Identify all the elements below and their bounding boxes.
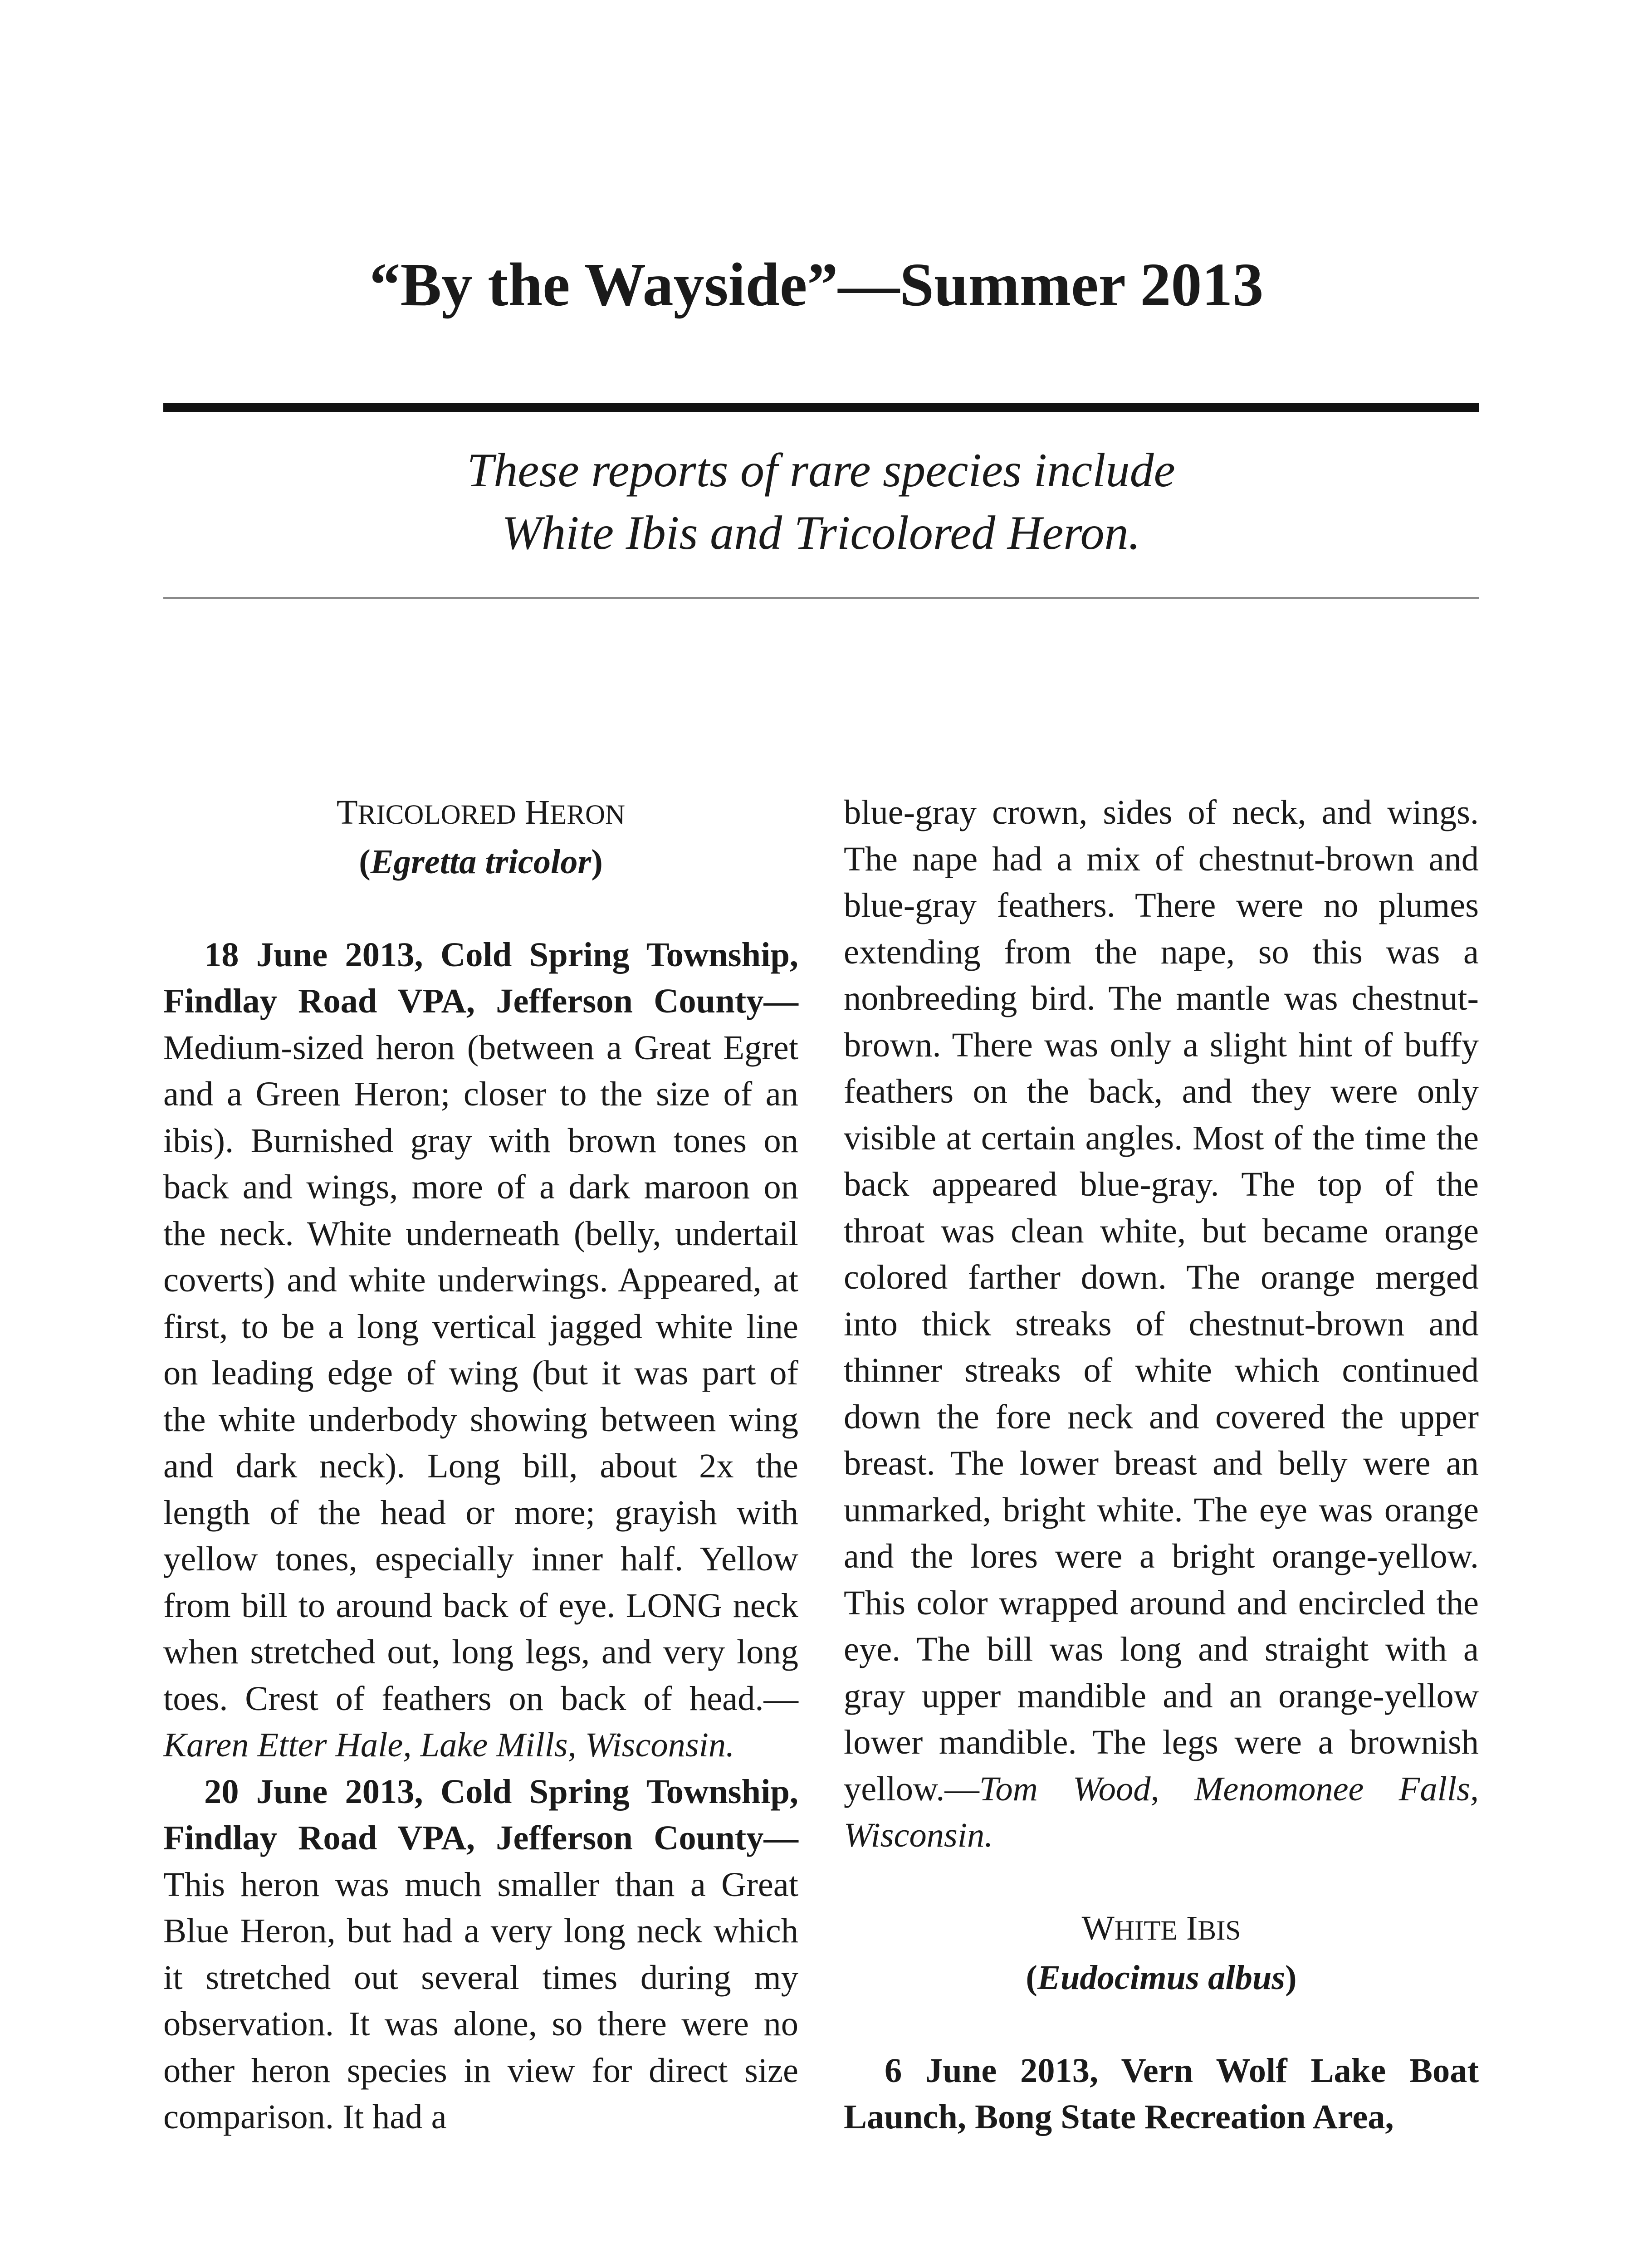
report-paragraph-continued [844, 789, 1479, 1859]
left-column [163, 789, 798, 2141]
report-date-location: 6 June 2013, Vern Wolf Lake Boat Launch, Bong State Recreation Area, [844, 2051, 1479, 2136]
species-heading-white-ibis: WHITE IBIS [1081, 1909, 1241, 1947]
report-observer: Karen Etter Hale, Lake Mills, Wisconsin. [163, 1725, 735, 1764]
subtitle-line-1: These reports of rare species include [467, 444, 1175, 497]
article-title: “By the Wayside”—Summer 2013 [369, 251, 1264, 319]
scientific-name-tricolored-heron: (Egretta tricolor) [359, 842, 603, 881]
report-date-location: 20 June 2013, Cold Spring Township, Findlay Road VPA, Jefferson County— [163, 1772, 798, 1857]
article-subtitle [163, 439, 1479, 564]
report-paragraph [844, 2048, 1479, 2141]
subtitle-line-2: White Ibis and Tricolored Heron. [501, 506, 1141, 559]
scientific-name-white-ibis: (Eudocimus albus) [1026, 1958, 1297, 1997]
report-text: This heron was much smaller than a Great Blue Heron, but had a very long neck which it stretched out several times during my observation. It was alone, so there were no other heron species in view for direct size comparison. It had a [163, 1865, 798, 2136]
report-date-location: 18 June 2013, Cold Spring Township, Findlay Road VPA, Jefferson County— [163, 935, 798, 1020]
report-text: blue-gray crown, sides of neck, and wings. The nape had a mix of chestnut-brown and blue-gray feathers. There were no plumes extending from the nape, so this was a nonbreeding bird. The mantle was chestnut-brown. There was only a slight hint of buffy feathers on the back, and they were only visible at certain angles. Most of the time the back appeared blue-gray. The top of the throat was clean white, but became orange colored farther down. The orange merged into thick streaks of chestnut-brown and thinner streaks of white which continued down the fore neck and covered the upper breast. The lower breast and belly were an unmarked, bright white. The eye was orange and the lores were a bright orange-yellow. This color wrapped around and encircled the eye. The bill was long and straight with a gray upper mandible and an orange-yellow lower mandible. The legs were a brownish yellow.— [844, 793, 1479, 1808]
report-text: Medium-sized heron (between a Great Egret and a Green Heron; closer to the size of an ibis). Burnished gray with brown tones on back and wings, more of a dark maroon on the neck. White underneath (belly, undertail coverts) and white underwings. Appeared, at first, to be a long vertical jagged white line on leading edge of wing (but it was part of the white underbody showing between wing and dark neck). Long bill, about 2x the length of the head or more; grayish with yellow tones, especially inner half. Yellow from bill to around back of eye. LONG neck when stretched out, long legs, and very long toes. Crest of feathers on back of head.— [163, 1028, 798, 1718]
report-observer: Tom Wood, Menomonee Falls, Wisconsin. [844, 1769, 1479, 1854]
right-column [844, 789, 1479, 2141]
title-divider [163, 403, 1479, 412]
species-heading-tricolored-heron: TRICOLORED HERON [336, 793, 626, 831]
report-paragraph [163, 1769, 798, 2141]
report-paragraph [163, 932, 798, 1769]
subtitle-divider [163, 597, 1479, 599]
